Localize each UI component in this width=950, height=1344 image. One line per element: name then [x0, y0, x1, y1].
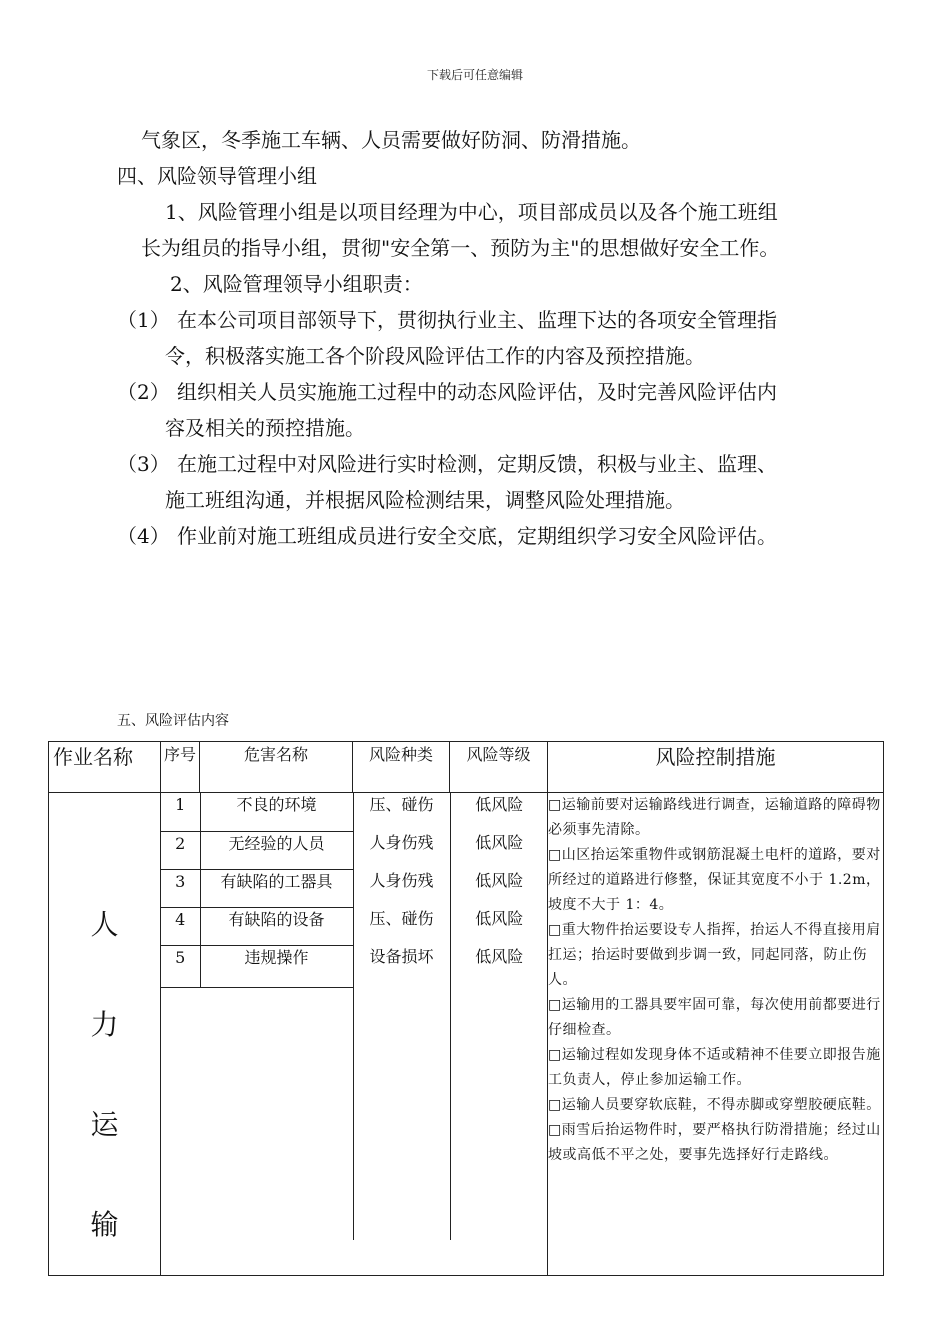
duty1-line2: 令，积极落实施工各个阶段风险评估工作的内容及预控措施。 — [165, 344, 705, 368]
row-risk-type: 人身伤残 — [353, 869, 450, 907]
row-seq: 1 — [161, 793, 200, 831]
table-body-row — [49, 793, 884, 1276]
section5-title: 五、风险评估内容 — [117, 713, 229, 729]
row-hazard: 有缺陷的工器具 — [200, 869, 353, 907]
duty4-line1: 作业前对施工班组成员进行安全交底，定期组织学习安全风险评估。 — [177, 524, 777, 548]
row-risk-level: 低风险 — [450, 907, 548, 945]
row-risk-type: 设备损坏 — [353, 945, 450, 987]
category-char: 力 — [90, 1008, 119, 1041]
item2: 2、风险管理领导小组职责： — [170, 272, 423, 296]
row-risk-level: 低风险 — [450, 831, 548, 869]
measure-item: □运输过程如发现身体不适或精神不佳要立即报告施工负责人，停止参加运输工作。 — [548, 1047, 881, 1088]
table-header-row — [49, 742, 884, 793]
duty3-line1: 在施工过程中对风险进行实时检测，定期反馈，积极与业主、监理、 — [177, 452, 777, 476]
duty2-line1: 组织相关人员实施施工过程中的动态风险评估，及时完善风险评估内 — [177, 380, 777, 404]
item1-line1: 1、风险管理小组是以项目经理为中心，项目部成员以及各个施工班组 — [165, 200, 778, 224]
row-hazard: 有缺陷的设备 — [200, 907, 353, 945]
category-char: 人 — [90, 908, 119, 941]
header-risk-type: 风险种类 — [353, 742, 450, 793]
job-category-cell — [49, 793, 161, 1276]
measure-item: □重大物件抬运要设专人指挥，抬运人不得直接用肩扛运；抬运时要做到步调一致，同起同落，防止伤人。 — [548, 922, 881, 988]
table-row-empty — [161, 987, 548, 1240]
row-seq: 2 — [161, 831, 200, 869]
row-seq: 4 — [161, 907, 200, 945]
empty-cell — [161, 987, 353, 1240]
row-hazard: 不良的环境 — [200, 793, 353, 831]
control-measures-cell — [548, 793, 884, 1276]
duty3-line2: 施工班组沟通，并根据风险检测结果，调整风险处理措施。 — [165, 488, 685, 512]
duty1-number: （1） — [117, 308, 170, 332]
row-risk-level: 低风险 — [450, 945, 548, 987]
duty2-line2: 容及相关的预控措施。 — [165, 416, 365, 440]
table-row — [161, 945, 548, 987]
row-risk-level: 低风险 — [450, 869, 548, 907]
row-risk-level: 低风险 — [450, 793, 548, 831]
table-row — [161, 793, 548, 831]
row-seq: 5 — [161, 945, 200, 987]
table-row — [161, 907, 548, 945]
header-risk-level: 风险等级 — [450, 742, 548, 793]
paragraph-weather: 气象区，冬季施工车辆、人员需要做好防洞、防滑措施。 — [141, 128, 641, 152]
measure-item: □雨雪后抬运物件时，要严格执行防滑措施；经过山坡或高低不平之处，要事先选择好行走路线。 — [548, 1122, 881, 1163]
header-hazard: 危害名称 — [200, 742, 353, 793]
measure-item: □山区抬运笨重物件或钢筋混凝土电杆的道路，要对所经过的道路进行修整，保证其宽度不小于 1.2m，坡度不大于 1：4。 — [548, 847, 881, 913]
table-row — [161, 869, 548, 907]
duty3-number: （3） — [117, 452, 170, 476]
measure-item: □运输前要对运输路线进行调查，运输道路的障碍物必须事先清除。 — [548, 797, 881, 838]
header-seq: 序号 — [161, 742, 200, 793]
row-risk-type: 人身伤残 — [353, 831, 450, 869]
item1-line2: 长为组员的指导小组，贯彻"安全第一、预防为主"的思想做好安全工作。 — [141, 236, 780, 260]
table-row — [161, 831, 548, 869]
hazard-list-cell — [161, 793, 548, 1276]
duty4-number: （4） — [117, 524, 170, 548]
row-risk-type: 压、碰伤 — [353, 793, 450, 831]
empty-cell — [450, 987, 548, 1240]
header-control-measures: 风险控制措施 — [548, 742, 884, 793]
category-char: 输 — [90, 1208, 119, 1241]
measure-item: □运输用的工器具要牢固可靠，每次使用前都要进行仔细检查。 — [548, 997, 881, 1038]
hazard-subtable — [161, 793, 548, 1240]
duty2-number: （2） — [117, 380, 170, 404]
risk-assessment-table — [48, 741, 884, 1276]
row-risk-type: 压、碰伤 — [353, 907, 450, 945]
header-job-name: 作业名称 — [49, 742, 161, 793]
row-hazard: 违规操作 — [200, 945, 353, 987]
row-hazard: 无经验的人员 — [200, 831, 353, 869]
duty1-line1: 在本公司项目部领导下，贯彻执行业主、监理下达的各项安全管理指 — [177, 308, 777, 332]
section4-title: 四、风险领导管理小组 — [117, 164, 317, 188]
category-char: 运 — [90, 1108, 119, 1141]
empty-cell — [353, 987, 450, 1240]
page-header-note: 下载后可任意编辑 — [426, 68, 523, 82]
measure-item: □运输人员要穿软底鞋，不得赤脚或穿塑胶硬底鞋。 — [548, 1097, 881, 1113]
row-seq: 3 — [161, 869, 200, 907]
